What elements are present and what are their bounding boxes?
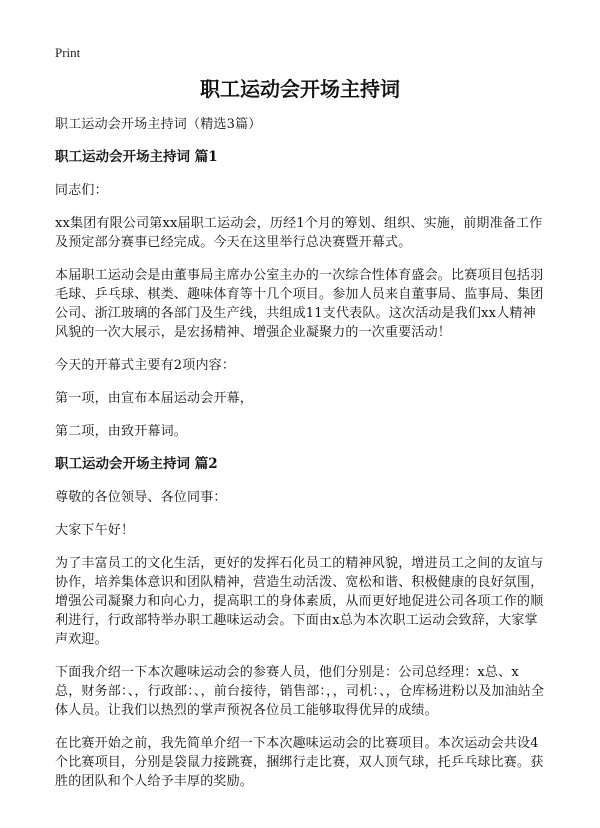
paragraph: xx集团有限公司第xx届职工运动会，历经1个月的筹划、组织、实施，前期准备工作及预定部分赛事已经完成。今天在这里举行总决赛暨开幕式。 <box>55 216 543 250</box>
section-heading-2: 职工运动会开场主持词 篇2 <box>55 456 218 472</box>
paragraph: 第一项，由宣布本届运动会开幕， <box>55 391 254 406</box>
paragraph: 大家下午好！ <box>55 523 135 538</box>
paragraph: 第二项，由致开幕词。 <box>55 424 188 439</box>
section-heading-1: 职工运动会开场主持词 篇1 <box>55 149 218 165</box>
paragraph: 同志们： <box>55 183 108 198</box>
paragraph: 为了丰富员工的文化生活，更好的发挥石化员工的精神风貌，增进员工之间的友谊与协作，培养集体意识和团队精神，营造生动活泼、宽松和谐、积极健康的良好氛围，增强公司凝聚力和向心力，提高职工的身体素质，从而更好地促进公司各项工作的顺利进行，行政部特举办职工趣味运动会。下面由x总为本次职工运动会致辞，大家掌声欢迎。 <box>55 556 544 647</box>
paragraph: 尊敬的各位领导、各位同事： <box>55 490 227 505</box>
print-link[interactable]: Print <box>55 45 81 60</box>
paragraph: 本届职工运动会是由董事局主席办公室主办的一次综合性体育盛会。比赛项目包括羽毛球、乒乓球、棋类、趣味体育等十几个项目。参加人员来自董事局、监事局、集团公司、浙江玻璃的各部门及生产线，共组成11支代表队。这次活动是我们xx人精神风貌的一次大展示，是宏扬精神、增强企业凝聚力的一次重要活动！ <box>55 268 544 340</box>
paragraph: 下面我介绍一下本次趣味运动会的参赛人员，他们分别是：公司总经理：x总、x总，财务部：、，行政部：、，前台接待，销售部：，，司机：、，仓库杨进粉以及加油站全体人员。让我们以热烈的掌声预祝各位员工能够取得优异的成绩。 <box>55 665 545 718</box>
paragraph: 在比赛开始之前，我先简单介绍一下本次趣味运动会的比赛项目。本次运动会共设4个比赛项目，分别是袋鼠力接跳赛，捆绑行走比赛，双人顶气球，托乒乓球比赛。获胜的团队和个人给予丰厚的奖励。 <box>55 736 544 789</box>
paragraph: 今天的开幕式主要有2项内容： <box>55 358 236 373</box>
page-title: 职工运动会开场主持词 <box>200 77 400 101</box>
document-subtitle: 职工运动会开场主持词（精选3篇） <box>55 117 262 132</box>
